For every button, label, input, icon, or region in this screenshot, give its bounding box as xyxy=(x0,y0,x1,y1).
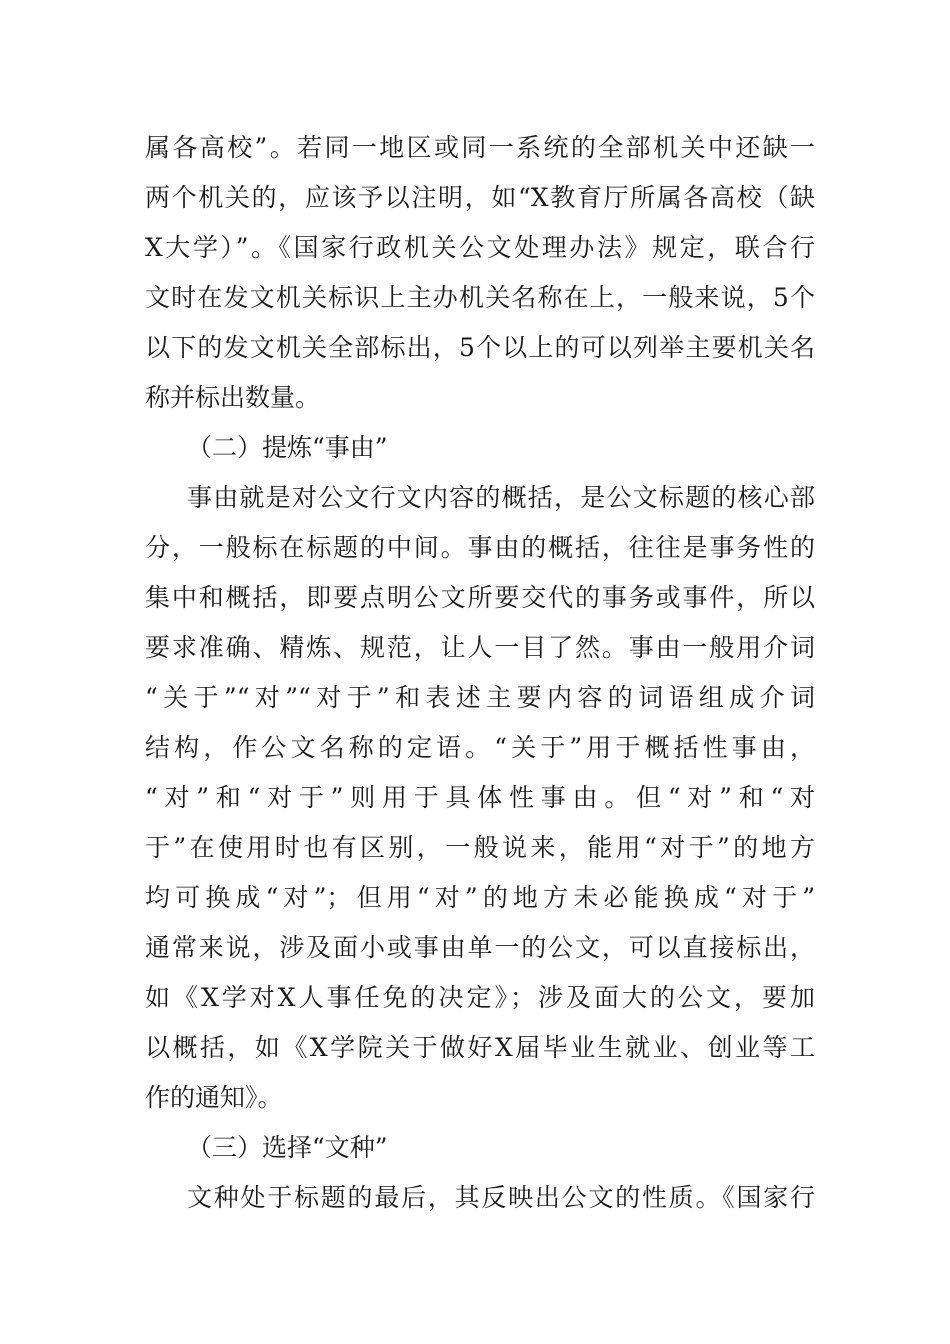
paragraph-line: 通常来说，涉及面小或事由单一的公文，可以直接标出， xyxy=(145,933,815,962)
paragraph-line: 属各高校”。若同一地区或同一系统的全部机关中还缺一 xyxy=(145,133,815,162)
paragraph-line: 称并标出数量。 xyxy=(145,383,321,412)
paragraph-line: 事由就是对公文行文内容的概括，是公文标题的核心部 xyxy=(187,483,815,512)
paragraph-line: 结构，作公文名称的定语。“关于”用于概括性事由， xyxy=(145,733,815,762)
paragraph-line: 以概括，如《X学院关于做好X届毕业生就业、创业等工 xyxy=(145,1033,815,1062)
paragraph-line: 分，一般标在标题的中间。事由的概括，往往是事务性的 xyxy=(145,533,815,562)
paragraph-line: 作的通知》。 xyxy=(145,1083,283,1112)
paragraph-line: 如《X学对X人事任免的决定》；涉及面大的公文，要加 xyxy=(145,983,815,1012)
section-heading: （三）选择“文种” xyxy=(187,1133,388,1162)
paragraph-line: “关于”“对”“对于”和表述主要内容的词语组成介词 xyxy=(145,683,815,712)
paragraph-line: 文时在发文机关标识上主办机关名称在上，一般来说，5个 xyxy=(145,283,815,312)
paragraph-line: 以下的发文机关全部标出，5个以上的可以列举主要机关名 xyxy=(145,333,815,362)
paragraph-line: 要求准确、精炼、规范，让人一目了然。事由一般用介词 xyxy=(145,633,815,662)
paragraph-line: 于”在使用时也有区别，一般说来，能用“对于”的地方 xyxy=(145,833,815,862)
paragraph-line: 均可换成“对”；但用“对”的地方未必能换成“对于” xyxy=(145,883,815,912)
paragraph-line: 文种处于标题的最后，其反映出公文的性质。《国家行 xyxy=(187,1183,815,1212)
body-text xyxy=(145,123,815,1223)
paragraph-line: “对”和“对于”则用于具体性事由。但“对”和“对 xyxy=(145,783,815,812)
paragraph-line: 集中和概括，即要点明公文所要交代的事务或事件，所以 xyxy=(145,583,815,612)
paragraph-line: X大学）”。《国家行政机关公文处理办法》规定，联合行 xyxy=(145,233,815,262)
paragraph-line: 两个机关的，应该予以注明，如“X教育厅所属各高校（缺 xyxy=(145,183,815,212)
section-heading: （二）提炼“事由” xyxy=(187,433,388,462)
